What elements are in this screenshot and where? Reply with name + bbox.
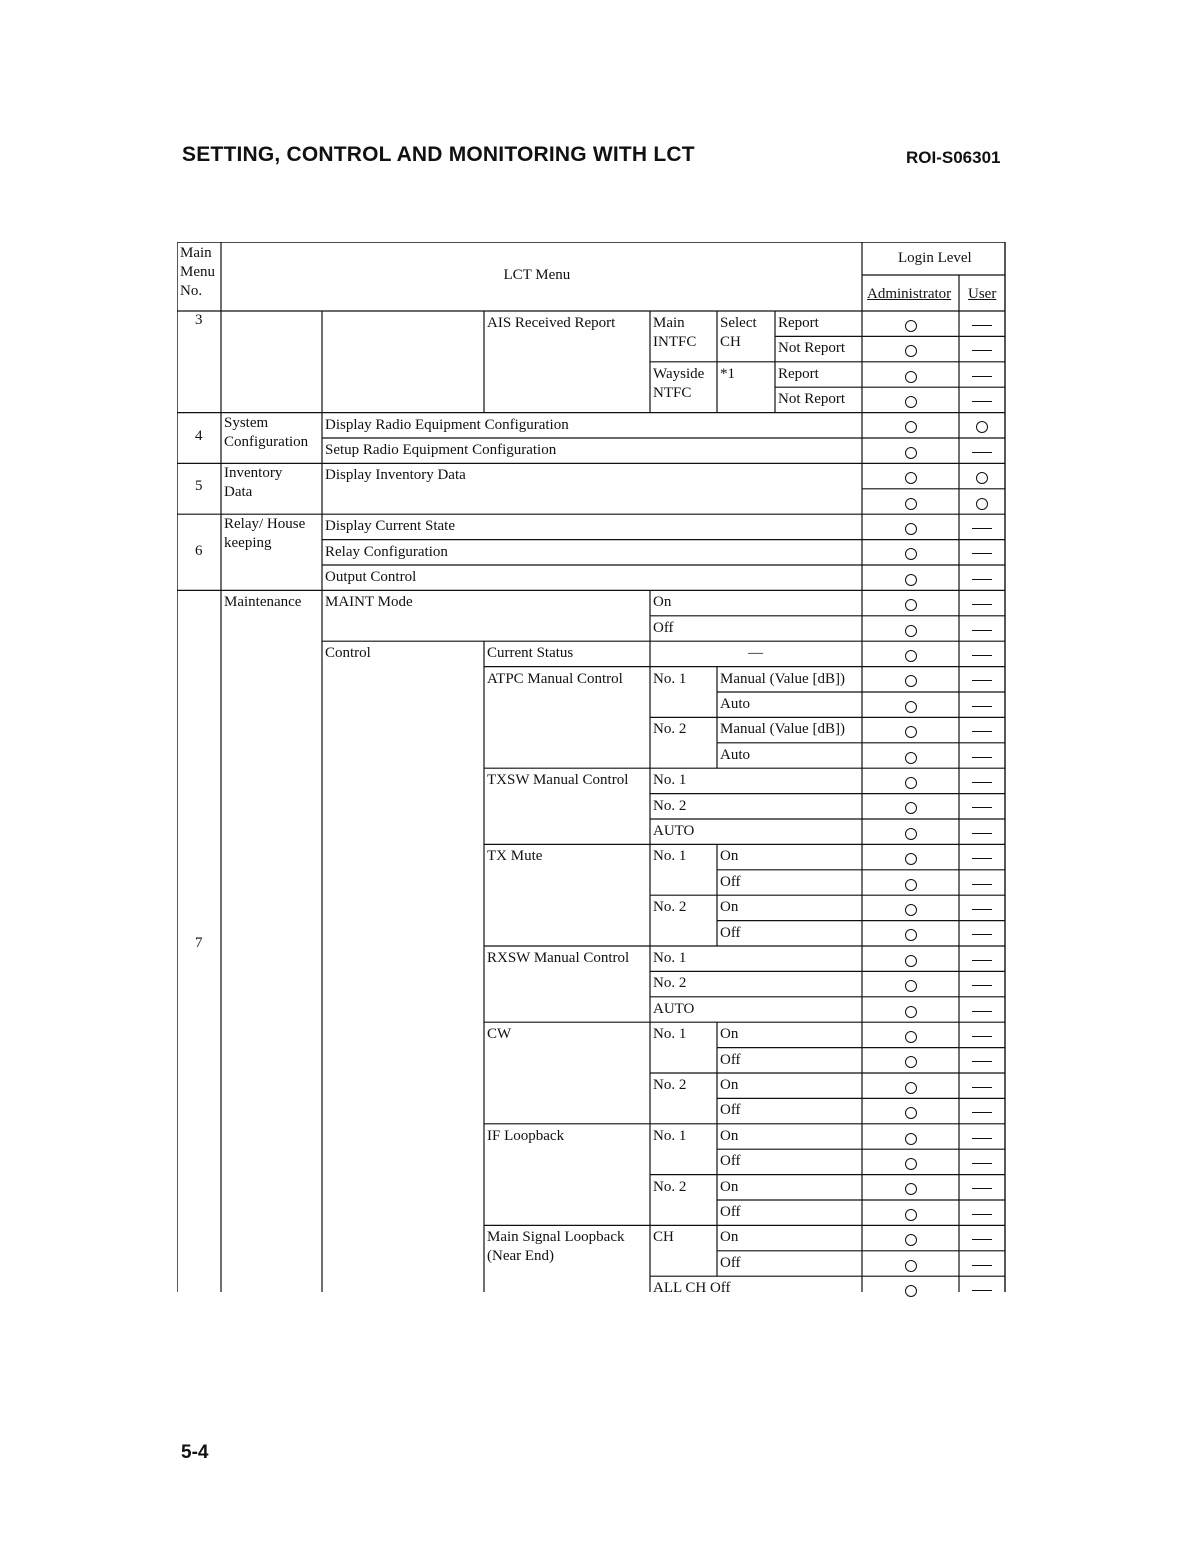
- menu-level5: On: [720, 1077, 739, 1093]
- menu-level5: Off: [720, 1254, 741, 1271]
- user-not-allowed-icon: [972, 553, 992, 554]
- menu-level1: System Configuration: [224, 414, 309, 450]
- menu-level5: Off: [720, 1153, 741, 1170]
- menu-level4: No. 2: [653, 899, 687, 916]
- administrator-allowed-icon: [905, 650, 917, 662]
- menu-level5: Off: [720, 924, 741, 941]
- user-not-allowed-icon: [972, 934, 992, 935]
- menu-level4: No. 1: [653, 950, 687, 966]
- administrator-allowed-icon: [905, 1260, 917, 1272]
- menu-level3: CW: [487, 1026, 512, 1043]
- page-title: SETTING, CONTROL AND MONITORING WITH LCT: [182, 143, 695, 166]
- user-not-allowed-icon: [972, 1011, 992, 1012]
- menu-number: 3: [195, 312, 203, 328]
- administrator-allowed-icon: [905, 1158, 917, 1170]
- user-allowed-icon: [976, 472, 988, 484]
- user-not-allowed-icon: [972, 985, 992, 986]
- menu-level4: Wayside NTFC: [653, 365, 705, 401]
- menu-level4: No. 1: [653, 848, 687, 865]
- administrator-allowed-icon: [905, 1056, 917, 1068]
- menu-level6: Not Report: [778, 340, 846, 357]
- menu-level5: Manual (Value [dB]): [720, 721, 845, 738]
- administrator-allowed-icon: [905, 523, 917, 535]
- menu-level6: Report: [778, 315, 819, 331]
- administrator-allowed-icon: [905, 853, 917, 865]
- user-not-allowed-icon: [972, 1163, 992, 1164]
- administrator-allowed-icon: [905, 574, 917, 586]
- user-not-allowed-icon: [972, 706, 992, 707]
- administrator-allowed-icon: [905, 726, 917, 738]
- user-not-allowed-icon: [972, 1087, 992, 1088]
- menu-level3: ATPC Manual Control: [487, 670, 623, 687]
- menu-level4: No. 2: [653, 797, 687, 814]
- menu-level2: MAINT Mode: [325, 594, 413, 611]
- menu-level5: On: [720, 1026, 739, 1043]
- user-not-allowed-icon: [972, 528, 992, 529]
- administrator-allowed-icon: [905, 1031, 917, 1043]
- menu-level2: Display Radio Equipment Configuration: [325, 416, 569, 433]
- menu-level4: No. 2: [653, 1178, 687, 1195]
- menu-level2: Setup Radio Equipment Configuration: [325, 442, 557, 458]
- menu-level3: AIS Received Report: [487, 315, 616, 331]
- user-not-allowed-icon: [972, 807, 992, 808]
- administrator-allowed-icon: [905, 1183, 917, 1195]
- administrator-allowed-icon: [905, 879, 917, 891]
- user-not-allowed-icon: [972, 1265, 992, 1266]
- menu-level4: —: [748, 645, 763, 662]
- menu-level4: Off: [653, 619, 674, 636]
- menu-level4: ALL CH Off: [653, 1280, 731, 1297]
- user-not-allowed-icon: [972, 376, 992, 377]
- menu-level4: No. 2: [653, 721, 687, 738]
- menu-level4: No. 1: [653, 670, 687, 687]
- user-not-allowed-icon: [972, 909, 992, 910]
- menu-level2: Control: [325, 645, 371, 662]
- menu-number: 4: [195, 427, 203, 444]
- menu-level4: AUTO: [653, 823, 695, 839]
- menu-level4: No. 1: [653, 772, 687, 789]
- user-not-allowed-icon: [972, 1138, 992, 1139]
- menu-level4: No. 2: [653, 1077, 687, 1093]
- menu-level4: Main INTFC: [653, 315, 697, 350]
- menu-level4: No. 2: [653, 975, 687, 992]
- menu-level5: Manual (Value [dB]): [720, 670, 845, 687]
- administrator-allowed-icon: [905, 371, 917, 383]
- menu-level5: Select CH: [720, 315, 757, 350]
- menu-level4: No. 1: [653, 1127, 687, 1144]
- menu-level5: On: [720, 1178, 739, 1195]
- column-header-user: User: [968, 286, 997, 302]
- user-not-allowed-icon: [972, 1214, 992, 1215]
- menu-level5: On: [720, 1127, 739, 1144]
- user-not-allowed-icon: [972, 858, 992, 859]
- menu-number: 7: [195, 935, 203, 951]
- administrator-allowed-icon: [905, 828, 917, 840]
- administrator-allowed-icon: [905, 498, 917, 510]
- document-number: ROI-S06301: [906, 148, 1001, 167]
- user-not-allowed-icon: [972, 680, 992, 681]
- user-not-allowed-icon: [972, 731, 992, 732]
- administrator-allowed-icon: [905, 904, 917, 916]
- administrator-allowed-icon: [905, 1209, 917, 1221]
- administrator-allowed-icon: [905, 1133, 917, 1145]
- menu-level5: Auto: [720, 696, 750, 712]
- user-not-allowed-icon: [972, 1036, 992, 1037]
- menu-level2: Display Current State: [325, 518, 455, 535]
- column-header-lct-menu: LCT Menu: [503, 267, 571, 283]
- user-not-allowed-icon: [972, 630, 992, 631]
- menu-level3: TXSW Manual Control: [487, 772, 629, 789]
- menu-level1: Relay/ House keeping: [224, 516, 306, 552]
- menu-level3: TX Mute: [487, 848, 543, 865]
- user-not-allowed-icon: [972, 833, 992, 834]
- administrator-allowed-icon: [905, 752, 917, 764]
- menu-level3: IF Loopback: [487, 1127, 565, 1144]
- administrator-allowed-icon: [905, 625, 917, 637]
- menu-level4: CH: [653, 1229, 674, 1246]
- menu-level5: Off: [720, 1051, 741, 1068]
- user-not-allowed-icon: [972, 1239, 992, 1240]
- user-not-allowed-icon: [972, 1112, 992, 1113]
- user-not-allowed-icon: [972, 401, 992, 402]
- user-not-allowed-icon: [972, 782, 992, 783]
- menu-level2: Relay Configuration: [325, 543, 448, 560]
- administrator-allowed-icon: [905, 980, 917, 992]
- menu-level5: Off: [720, 1204, 741, 1220]
- administrator-allowed-icon: [905, 929, 917, 941]
- menu-number: 5: [195, 478, 203, 495]
- menu-level5: Off: [720, 873, 741, 890]
- user-not-allowed-icon: [972, 960, 992, 961]
- menu-level5: On: [720, 848, 739, 865]
- user-not-allowed-icon: [972, 325, 992, 326]
- page-number: 5-4: [181, 1442, 209, 1463]
- menu-level2: Output Control: [325, 569, 417, 585]
- administrator-allowed-icon: [905, 675, 917, 687]
- administrator-allowed-icon: [905, 802, 917, 814]
- administrator-allowed-icon: [905, 1285, 917, 1297]
- menu-number: 6: [195, 542, 203, 559]
- table-grid: [177, 242, 1007, 1292]
- menu-level1: Maintenance: [224, 594, 302, 611]
- administrator-allowed-icon: [905, 1107, 917, 1119]
- menu-level2: Display Inventory Data: [325, 467, 466, 484]
- menu-level3: Main Signal Loopback (Near End): [487, 1229, 625, 1265]
- menu-level5: Auto: [720, 746, 750, 763]
- menu-level6: Report: [778, 365, 819, 382]
- administrator-allowed-icon: [905, 320, 917, 332]
- menu-level3: Current Status: [487, 645, 574, 662]
- administrator-allowed-icon: [905, 1082, 917, 1094]
- administrator-allowed-icon: [905, 447, 917, 459]
- user-not-allowed-icon: [972, 604, 992, 605]
- administrator-allowed-icon: [905, 548, 917, 560]
- menu-level3: RXSW Manual Control: [487, 950, 630, 966]
- menu-level5: On: [720, 1229, 739, 1246]
- user-not-allowed-icon: [972, 1290, 992, 1291]
- menu-level1: Inventory Data: [224, 465, 283, 501]
- lct-menu-table: [177, 242, 1007, 1297]
- administrator-allowed-icon: [905, 701, 917, 713]
- column-header-login-level: Login Level: [898, 250, 972, 266]
- column-header-administrator: Administrator: [867, 286, 952, 302]
- administrator-allowed-icon: [905, 472, 917, 484]
- user-allowed-icon: [976, 498, 988, 510]
- menu-level6: Not Report: [778, 391, 846, 408]
- administrator-allowed-icon: [905, 345, 917, 357]
- user-not-allowed-icon: [972, 1061, 992, 1062]
- menu-level4: AUTO: [653, 1000, 695, 1017]
- administrator-allowed-icon: [905, 777, 917, 789]
- administrator-allowed-icon: [905, 396, 917, 408]
- user-not-allowed-icon: [972, 655, 992, 656]
- menu-level5: Off: [720, 1102, 741, 1119]
- user-not-allowed-icon: [972, 350, 992, 351]
- administrator-allowed-icon: [905, 1006, 917, 1018]
- user-not-allowed-icon: [972, 452, 992, 453]
- user-not-allowed-icon: [972, 579, 992, 580]
- menu-level5: *1: [720, 365, 735, 382]
- column-header-menu-no: Main Menu No.: [180, 245, 215, 299]
- menu-level4: No. 1: [653, 1026, 687, 1043]
- user-not-allowed-icon: [972, 1188, 992, 1189]
- user-not-allowed-icon: [972, 757, 992, 758]
- administrator-allowed-icon: [905, 599, 917, 611]
- menu-level4: On: [653, 594, 672, 611]
- administrator-allowed-icon: [905, 955, 917, 967]
- administrator-allowed-icon: [905, 1234, 917, 1246]
- administrator-allowed-icon: [905, 421, 917, 433]
- user-not-allowed-icon: [972, 884, 992, 885]
- menu-level5: On: [720, 899, 739, 916]
